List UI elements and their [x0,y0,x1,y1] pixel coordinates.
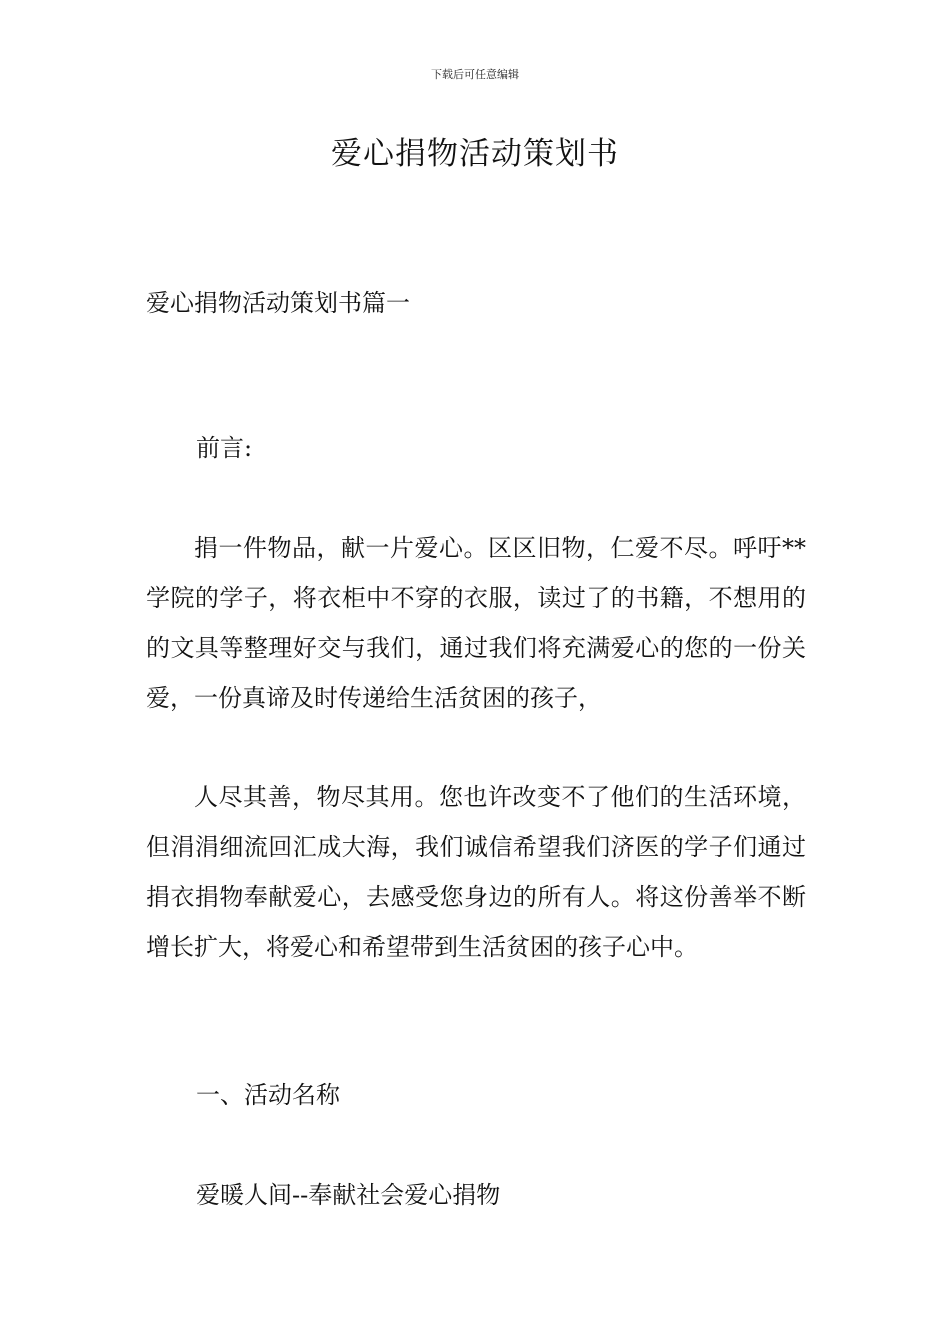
activity-name: 爱暖人间--奉献社会爱心捐物 [196,1181,501,1209]
paragraph-1: 捐一件物品，献一片爱心。区区旧物，仁爱不尽。呼吁**学院的学子，将衣柜中不穿的衣服，读过了的书籍，不想用的的文具等整理好交与我们，通过我们将充满爱心的您的一份关爱，一份真谛及时传递给生活贫困的孩子， [146,534,806,712]
paragraph-2: 人尽其善，物尽其用。您也许改变不了他们的生活环境，但涓涓细流回汇成大海，我们诚信希望我们济医的学子们通过捐衣捐物奉献爱心，去感受您身边的所有人。将这份善举不断增长扩大，将爱心和希望带到生活贫困的孩子心中。 [146,783,806,961]
header-note: 下载后可任意编辑 [431,68,519,81]
document-title: 爱心捐物活动策划书 [331,136,619,172]
section-title: 爱心捐物活动策划书篇一 [146,289,410,317]
preface-label: 前言: [196,434,253,462]
activity-name-heading: 一、活动名称 [196,1081,340,1109]
